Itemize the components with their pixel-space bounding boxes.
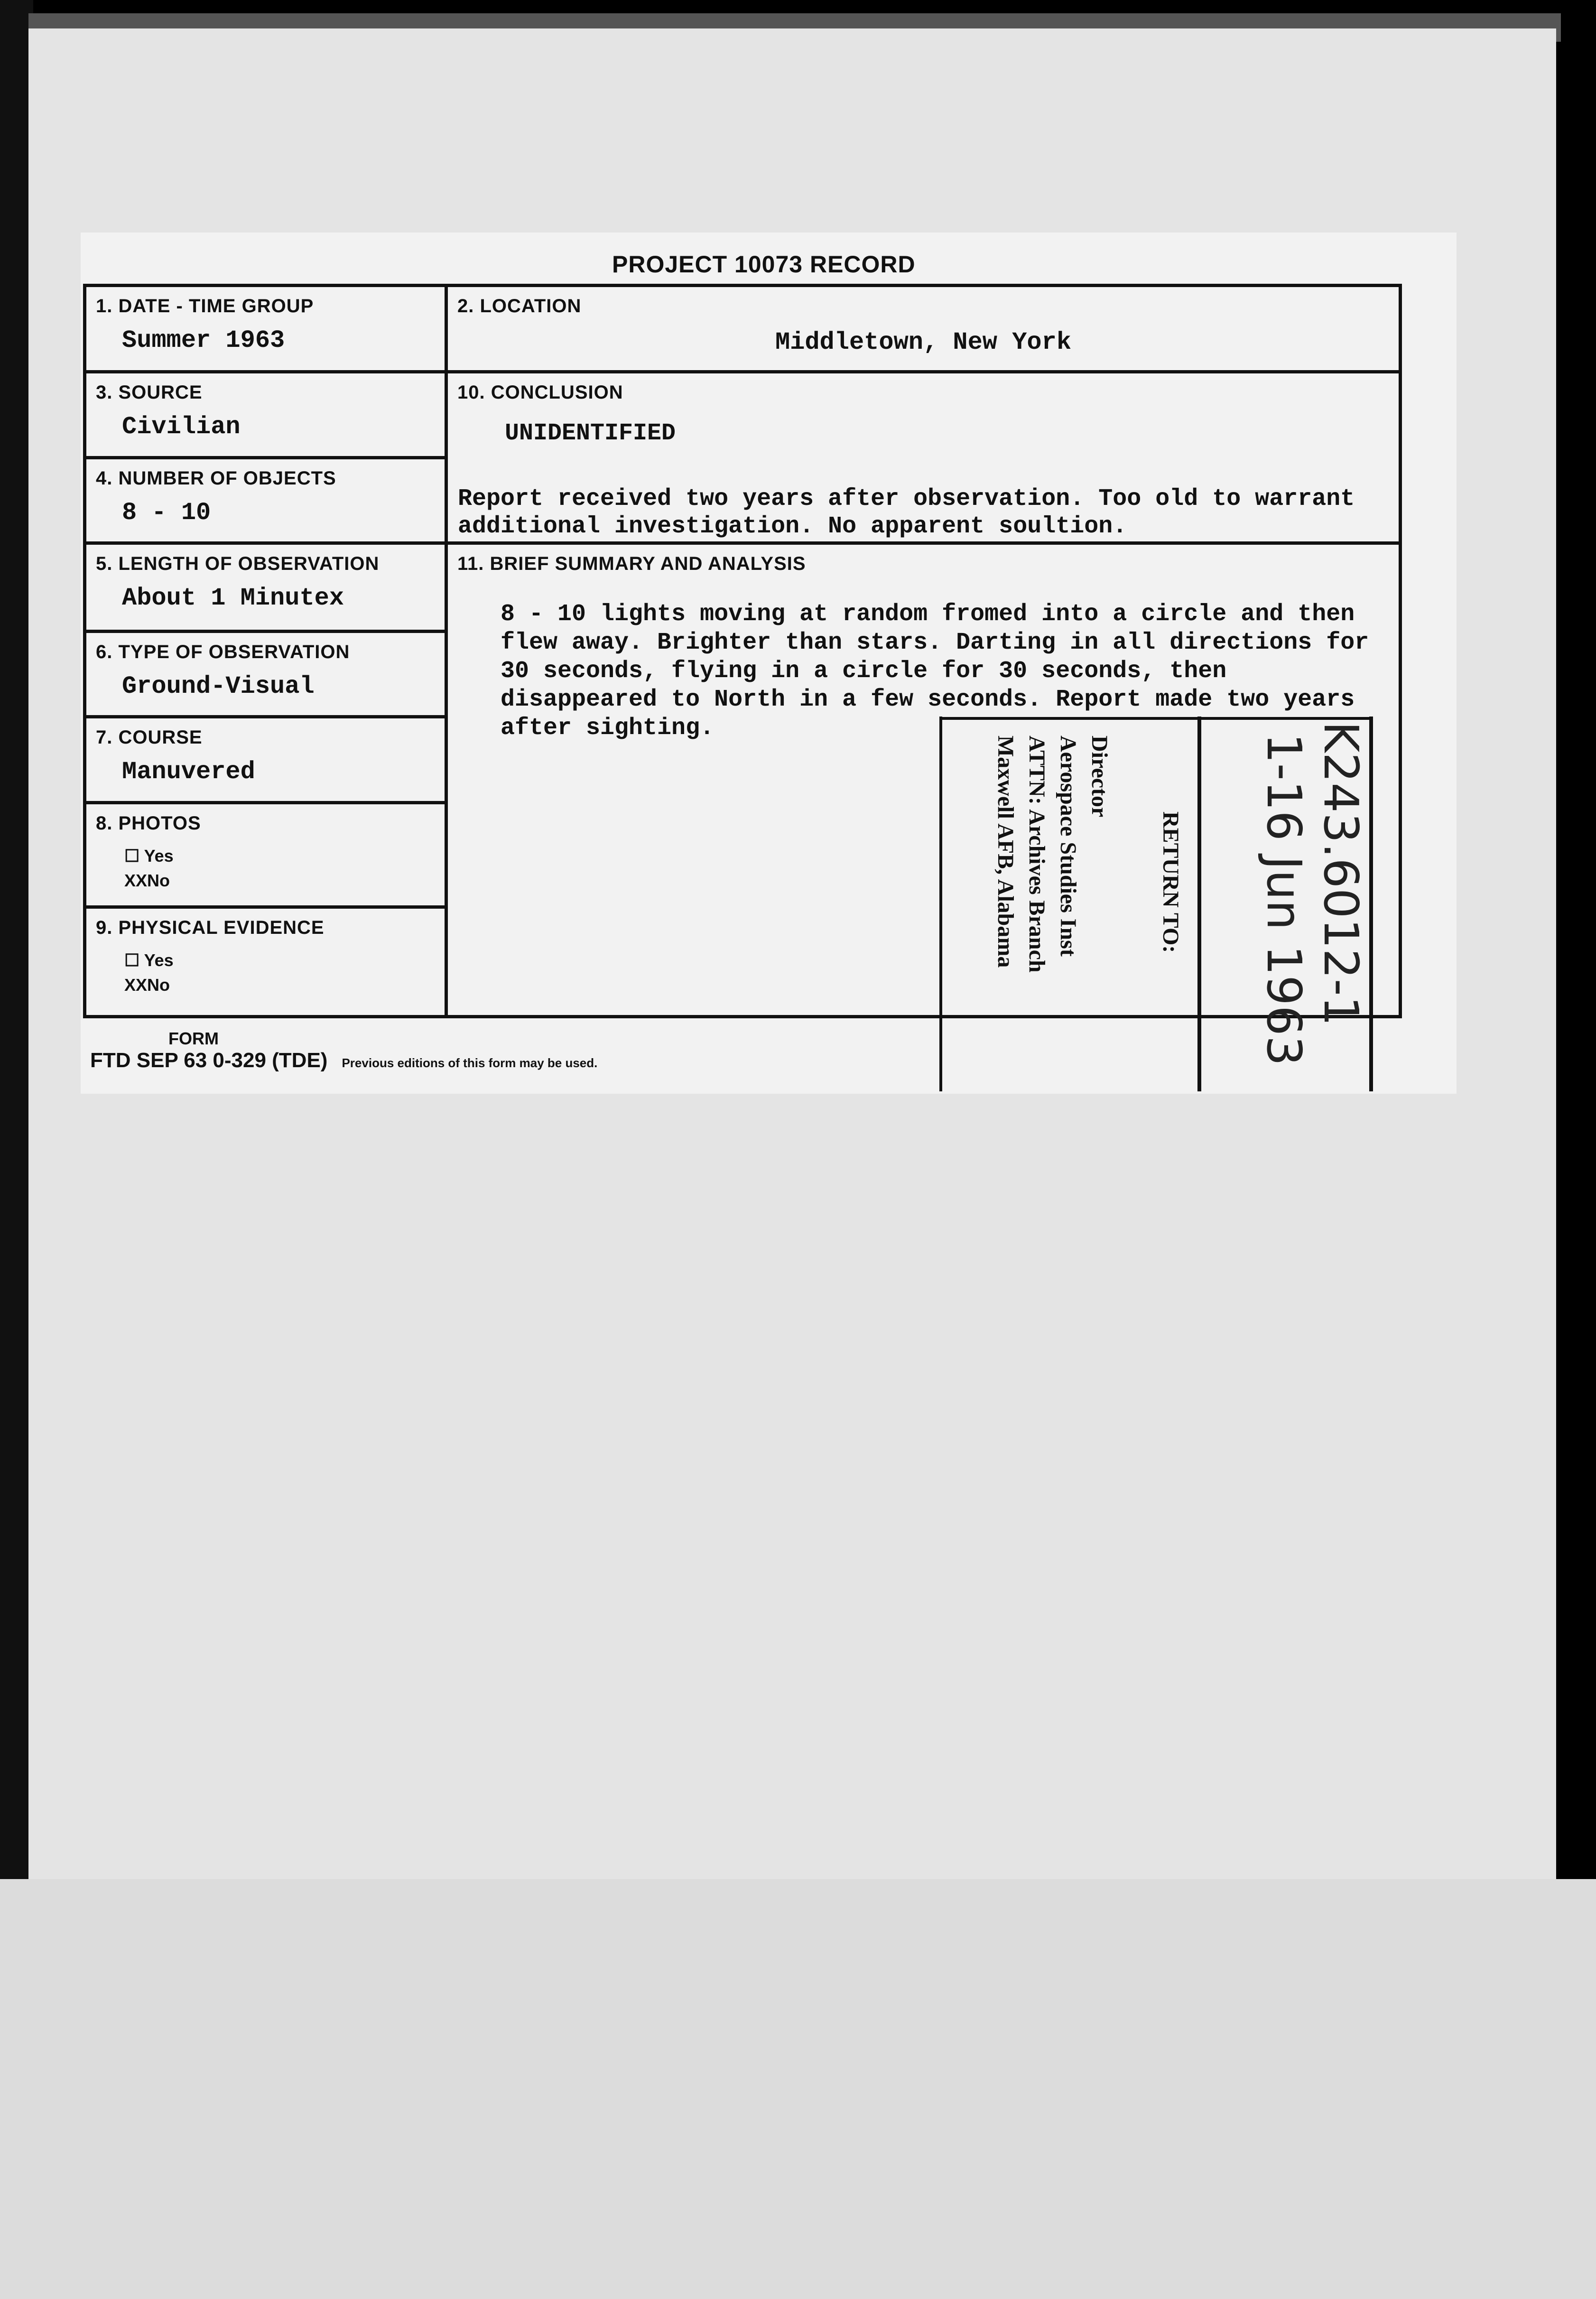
handwritten-date-range: 1-16 Jun 1963: [1256, 733, 1312, 1066]
footer-form-line: [90, 1049, 597, 1072]
photos-yes-option: ☐ Yes: [124, 846, 174, 866]
checkbox-mark: XX: [124, 870, 148, 890]
field-location: [446, 286, 1401, 372]
photos-no-option: [124, 868, 445, 893]
field-value: Summer 1963: [122, 326, 285, 354]
physical-evidence-no-option: [124, 973, 445, 997]
field-photos: [85, 802, 446, 907]
return-to-label: RETURN TO:: [1158, 811, 1183, 953]
physical-evidence-no-label: No: [147, 975, 170, 995]
footer-form-id: FTD SEP 63 0-329 (TDE): [90, 1049, 328, 1072]
field-value: Manuvered: [122, 758, 255, 786]
field-label: 7. COURSE: [96, 727, 203, 748]
conclusion-value: UNIDENTIFIED: [505, 420, 676, 447]
footer-form-word: FORM: [168, 1029, 219, 1048]
stamp-line-2: Aerospace Studies Inst: [1056, 735, 1081, 957]
field-label: 11. BRIEF SUMMARY AND ANALYSIS: [457, 553, 806, 575]
photos-no-label: No: [147, 870, 170, 890]
form-title: PROJECT 10073 RECORD: [612, 251, 916, 278]
checkbox-mark: XX: [124, 975, 148, 995]
field-length-of-observation: [85, 543, 446, 631]
field-label: 9. PHYSICAL EVIDENCE: [96, 917, 325, 939]
field-value: Ground-Visual: [122, 672, 315, 700]
handwritten-file-number: K243.6012-1: [1313, 721, 1369, 1026]
physical-evidence-options: [86, 939, 445, 997]
stamp-line-4: Maxwell AFB, Alabama: [993, 735, 1018, 968]
field-physical-evidence: [85, 907, 446, 1017]
field-label: 1. DATE - TIME GROUP: [96, 296, 314, 316]
stamp-line-1: Director: [1087, 735, 1112, 818]
physical-evidence-yes-option: ☐ Yes: [124, 950, 174, 970]
field-date-time-group: [85, 286, 446, 372]
field-value: Civilian: [122, 413, 241, 441]
conclusion-text: Report received two years after observation. Too old to warrant additional investigation. No apparent soultion.: [458, 485, 1355, 540]
photos-options: [86, 834, 445, 893]
field-source: [85, 372, 446, 457]
field-label: 5. LENGTH OF OBSERVATION: [96, 553, 380, 575]
field-value: 8 - 10: [122, 498, 211, 527]
field-label: 10. CONCLUSION: [457, 382, 623, 403]
summary-text: 8 - 10 lights moving at random fromed into a circle and then flew away. Brighter than stars. Darting in all directions for 30 seconds, flying in a circle for 30 seconds, then disappeared to North in a few seconds. Report made two years after sighting.: [501, 601, 1369, 742]
field-number-of-objects: [85, 457, 446, 543]
return-stamp: [939, 717, 1376, 1091]
field-label: 2. LOCATION: [457, 296, 582, 316]
field-value: About 1 Minutex: [122, 584, 344, 613]
footer-note: Previous editions of this form may be used.: [342, 1056, 598, 1070]
field-value: Middletown, New York: [775, 328, 1072, 356]
stamp-line-3: ATTN: Archives Branch: [1024, 735, 1049, 973]
field-type-of-observation: [85, 631, 446, 717]
field-label: 3. SOURCE: [96, 382, 203, 403]
paper-lower-sheet: [0, 1879, 1596, 2299]
field-label: 8. PHOTOS: [96, 812, 201, 834]
field-label: 4. NUMBER OF OBJECTS: [96, 467, 336, 489]
field-course: [85, 717, 446, 802]
field-label: 6. TYPE OF OBSERVATION: [96, 641, 350, 662]
